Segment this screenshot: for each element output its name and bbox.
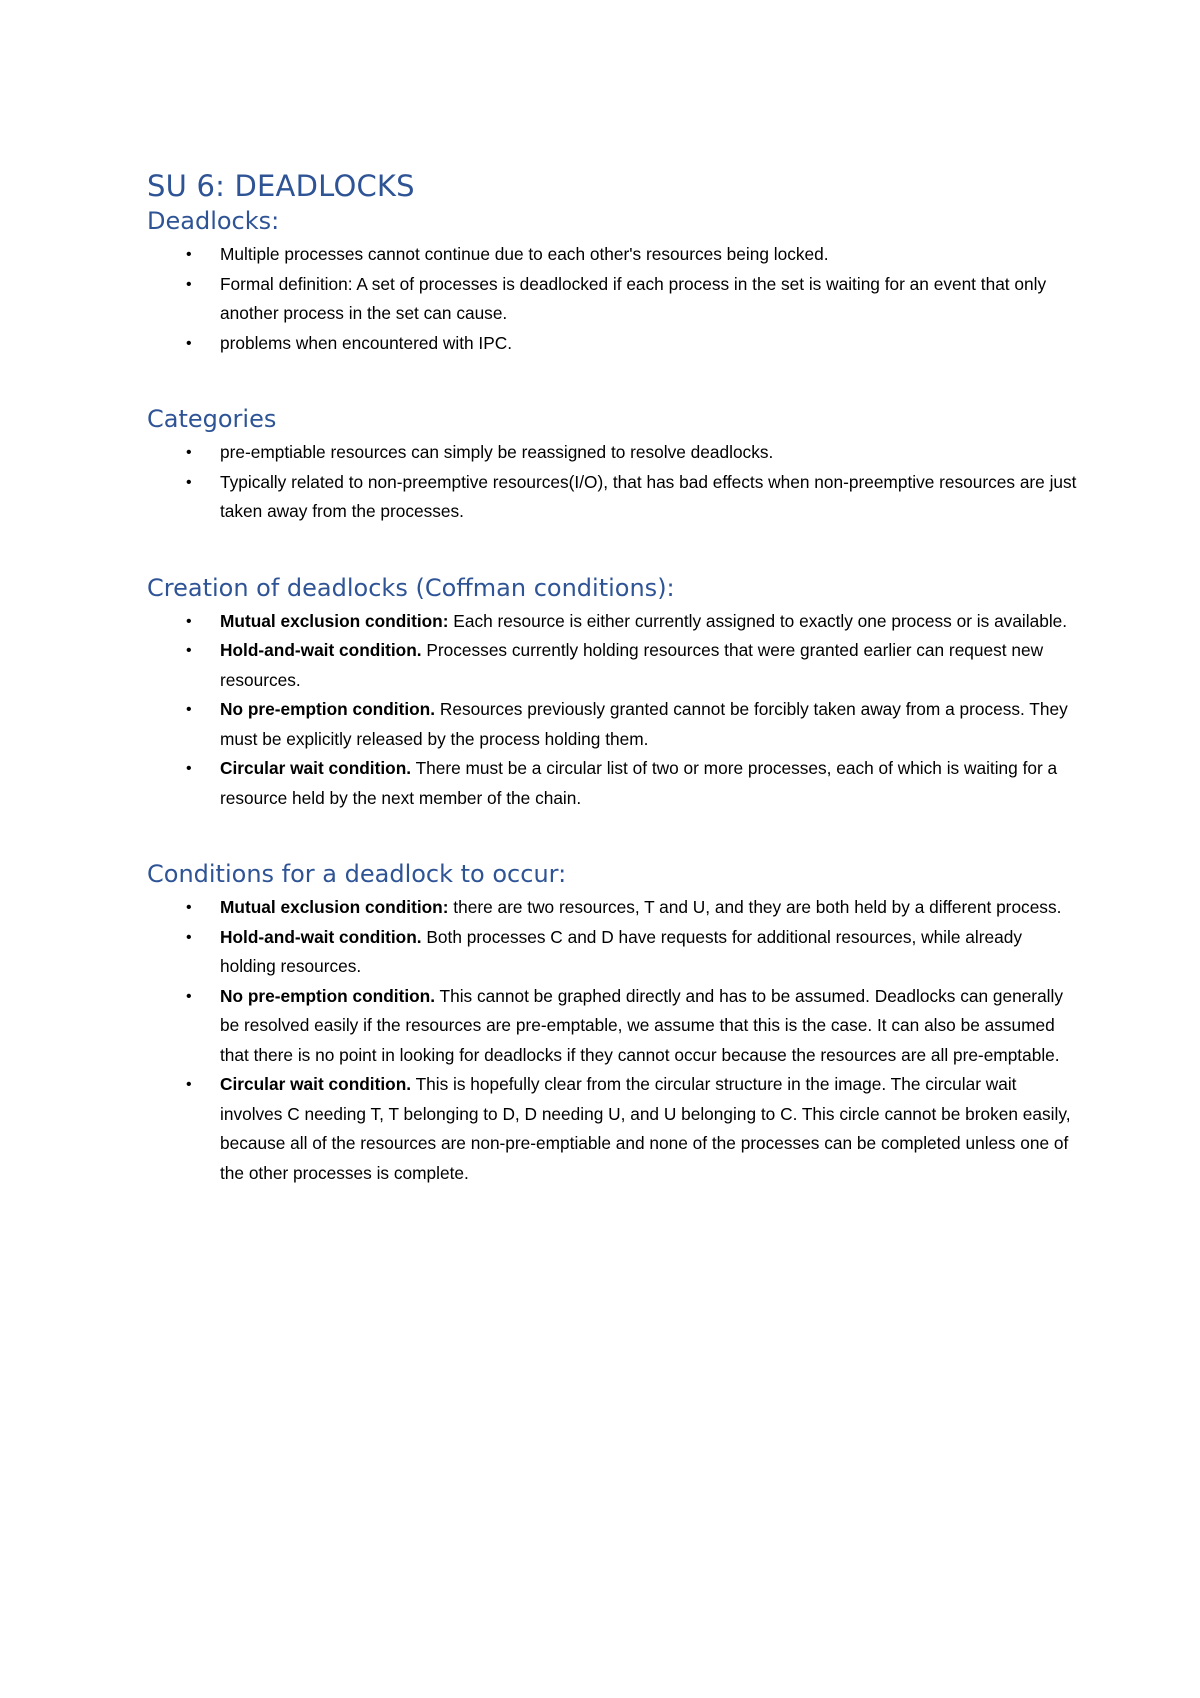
item-text: problems when encountered with IPC. xyxy=(220,332,513,353)
bullet-icon: • xyxy=(186,246,192,264)
bullet-icon: • xyxy=(186,444,192,462)
page-title: SU 6: DEADLOCKS xyxy=(147,169,415,203)
list-item xyxy=(147,438,1077,468)
condition-term: Mutual exclusion condition: xyxy=(220,610,449,631)
condition-term: Mutual exclusion condition: xyxy=(220,897,449,918)
bullet-icon: • xyxy=(186,275,192,293)
list-item xyxy=(147,468,1077,527)
list-item xyxy=(147,636,1077,695)
sections-container xyxy=(147,206,1077,1188)
item-text: there are two resources, T and U, and they are both held by a different process. xyxy=(448,897,1062,918)
bullet-list xyxy=(147,438,1077,527)
bullet-list xyxy=(147,240,1077,358)
list-item xyxy=(147,754,1077,813)
item-text: There must be a circular list of two or more processes, each of which is waiting for a resource held by the next member of the chain. xyxy=(220,758,1058,808)
bullet-list xyxy=(147,893,1077,1188)
condition-term: No pre-emption condition. xyxy=(220,985,436,1006)
list-item xyxy=(147,923,1077,982)
list-item xyxy=(147,607,1077,637)
item-text: Formal definition: A set of processes is deadlocked if each process in the set is waiting for an event that only another process in the set can cause. xyxy=(220,273,1047,324)
condition-term: Circular wait condition. xyxy=(220,758,412,779)
bullet-icon: • xyxy=(186,473,192,491)
bullet-icon: • xyxy=(186,334,192,352)
item-text: This cannot be graphed directly and has to be assumed. Deadlocks can generally be resolved easily if the resources are pre-emptable, we assume that this is the case. It can also be assumed that there is no point in looking for deadlocks if they cannot occur because the resources are all pre-emptable. xyxy=(220,985,1063,1065)
section-heading: Creation of deadlocks (Coffman conditions): xyxy=(147,573,675,602)
item-text: Processes currently holding resources that were granted earlier can request new resources. xyxy=(220,640,1044,690)
bullet-icon: • xyxy=(186,760,192,778)
section-4 xyxy=(147,859,1077,1188)
section-3 xyxy=(147,573,1077,814)
bullet-list xyxy=(147,607,1077,814)
list-item xyxy=(147,893,1077,923)
item-text: Each resource is either currently assigned to exactly one process or is available. xyxy=(448,610,1068,631)
item-text: Resources previously granted cannot be forcibly taken away from a process. They must be explicitly released by the process holding them. xyxy=(220,699,1068,749)
list-item xyxy=(147,270,1077,329)
bullet-icon: • xyxy=(186,642,192,660)
condition-term: No pre-emption condition. xyxy=(220,699,436,720)
bullet-icon: • xyxy=(186,987,192,1005)
item-text: pre-emptiable resources can simply be reassigned to resolve deadlocks. xyxy=(220,442,774,463)
condition-term: Circular wait condition. xyxy=(220,1074,412,1095)
item-text: Typically related to non-preemptive resources(I/O), that has bad effects when non-preemptive resources are just taken away from the processes. xyxy=(220,471,1077,522)
condition-term: Hold-and-wait condition. xyxy=(220,640,422,661)
list-item xyxy=(147,329,1077,359)
list-item xyxy=(147,1070,1077,1188)
section-heading: Conditions for a deadlock to occur: xyxy=(147,860,567,889)
section-heading: Deadlocks: xyxy=(147,207,280,236)
list-item xyxy=(147,695,1077,754)
document-body xyxy=(147,168,1077,1188)
item-text: This is hopefully clear from the circular structure in the image. The circular wait involves C needing T, T belonging to D, D needing U, and U belonging to C. This circle cannot be broken easily, because all of the resources are non-pre-emptiable and none of the processes can be completed unless one of the other processes is complete. xyxy=(220,1074,1071,1183)
section-heading: Categories xyxy=(147,405,277,434)
section-2 xyxy=(147,404,1077,527)
item-text: Multiple processes cannot continue due to each other's resources being locked. xyxy=(220,244,829,265)
list-item xyxy=(147,240,1077,270)
condition-term: Hold-and-wait condition. xyxy=(220,926,422,947)
section-1 xyxy=(147,206,1077,358)
bullet-icon: • xyxy=(186,1076,192,1094)
bullet-icon: • xyxy=(186,701,192,719)
bullet-icon: • xyxy=(186,612,192,630)
list-item xyxy=(147,982,1077,1071)
bullet-icon: • xyxy=(186,899,192,917)
bullet-icon: • xyxy=(186,928,192,946)
item-text: Both processes C and D have requests for additional resources, while already holding resources. xyxy=(220,926,1022,977)
